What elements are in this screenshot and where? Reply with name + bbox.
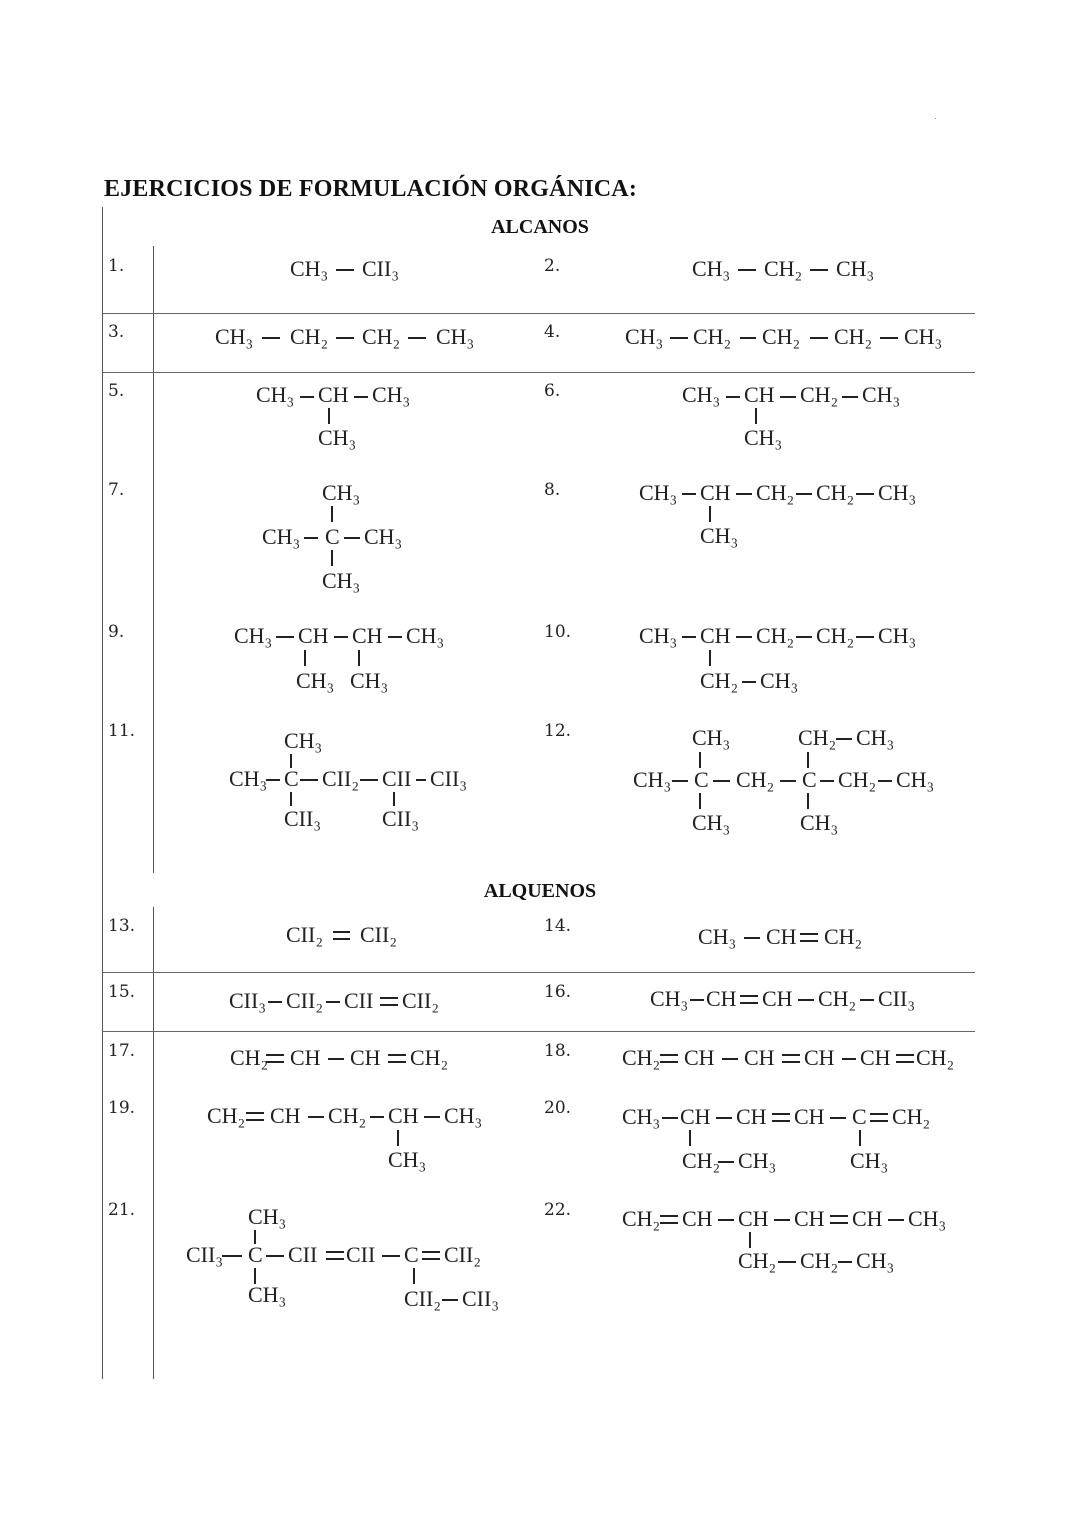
group-ch2: CH₂	[834, 324, 873, 349]
group-ch3: CH₃	[248, 1282, 287, 1307]
group-ch2: CH₂	[207, 1103, 246, 1128]
formula-8	[639, 480, 916, 548]
group-c: C	[284, 766, 299, 791]
group-ch3: CH₃	[908, 1206, 947, 1231]
group-ch: CH	[766, 924, 797, 949]
group-ch: CH	[860, 1045, 891, 1070]
formula-20	[622, 1104, 930, 1173]
group-ch2: CH₂	[818, 986, 857, 1011]
exercise-number: 21.	[108, 1200, 136, 1220]
group-ch3: CH₃	[878, 623, 917, 648]
group-ch3: CH₃	[234, 623, 273, 648]
group-ch: CH	[794, 1104, 825, 1129]
formula-11	[229, 728, 467, 831]
exercise-number: 9.	[108, 622, 125, 642]
exercise-number: 15.	[108, 982, 136, 1002]
group-cii3: CII₃	[229, 988, 266, 1013]
formula-5	[256, 382, 410, 450]
exercise-number: 4.	[544, 322, 561, 342]
section-alquenos: ALQUENOS	[483, 880, 597, 902]
group-cii2: CII₂	[286, 922, 323, 947]
group-cii2: CII₂	[286, 988, 323, 1013]
exercise-number: 8.	[544, 480, 561, 500]
page-title: EJERCICIOS DE FORMULACIÓN ORGÁNICA:	[104, 176, 638, 202]
group-cii2: CII₂	[402, 988, 439, 1013]
group-ch2: CH₂	[410, 1045, 449, 1070]
group-ch3: CH₃	[290, 256, 329, 281]
group-cii3: CII₃	[462, 1286, 499, 1311]
group-ch2: CH₂	[693, 324, 732, 349]
group-ch: CH	[350, 1045, 381, 1070]
group-ch3: CH₃	[692, 810, 731, 835]
exercise-number: 20.	[544, 1098, 572, 1118]
group-ch3: CH₃	[850, 1148, 889, 1173]
formula-1	[290, 256, 399, 281]
group-cii: CII	[344, 988, 374, 1013]
group-ch2: CH₂	[824, 924, 863, 949]
group-ch3: CH₃	[862, 382, 901, 407]
formula-14	[698, 924, 862, 949]
group-ch: CH	[684, 1045, 715, 1070]
formula-10	[639, 623, 916, 693]
group-cii3: CII₃	[186, 1242, 223, 1267]
group-ch2: CH₂	[838, 767, 877, 792]
exercise-number: 22.	[544, 1200, 572, 1220]
group-ch: CH	[852, 1206, 883, 1231]
group-cii: CII	[288, 1242, 318, 1267]
group-cii2: CII₂	[404, 1286, 441, 1311]
group-ch3: CH₃	[436, 324, 475, 349]
group-ch2: CH₂	[622, 1206, 661, 1231]
group-c: C	[404, 1242, 419, 1267]
group-ch3: CH₃	[836, 256, 875, 281]
formula-2	[692, 256, 874, 281]
group-c: C	[248, 1242, 263, 1267]
group-ch3: CH₃	[856, 1248, 895, 1273]
formula-15	[229, 988, 439, 1013]
exercise-number: 12.	[544, 721, 572, 741]
formula-17	[230, 1045, 448, 1070]
exercise-number: 5.	[108, 381, 125, 401]
group-cii2: CII₂	[360, 922, 397, 947]
exercise-number: 6.	[544, 381, 561, 401]
group-ch2: CH₂	[682, 1148, 721, 1173]
group-ch3: CH₃	[878, 480, 917, 505]
group-ch3: CH₃	[692, 256, 731, 281]
group-ch2: CH₂	[362, 324, 401, 349]
group-ch: CH	[804, 1045, 835, 1070]
group-ch2: CH₂	[700, 668, 739, 693]
group-ch3: CH₃	[296, 668, 335, 693]
group-ch2: CH₂	[762, 324, 801, 349]
group-ch2: CH₂	[290, 324, 329, 349]
exercise-number: 2.	[544, 256, 561, 276]
group-ch: CH	[352, 623, 383, 648]
group-ch3: CH₃	[262, 524, 301, 549]
formula-13	[286, 922, 397, 947]
group-ch3: CH₃	[633, 767, 672, 792]
group-ch: CH	[700, 480, 731, 505]
group-ch: CH	[744, 382, 775, 407]
group-ch: CH	[682, 1206, 713, 1231]
group-ch2: CH₂	[892, 1104, 931, 1129]
group-ch3: CH₃	[698, 924, 737, 949]
group-ch2: CH₂	[328, 1103, 367, 1128]
group-ch3: CH₃	[692, 725, 731, 750]
group-cii3: CII₃	[284, 806, 321, 831]
formula-21	[186, 1204, 499, 1311]
exercise-number: 19.	[108, 1098, 136, 1118]
group-ch: CH	[738, 1206, 769, 1231]
group-ch3: CH₃	[904, 324, 943, 349]
exercise-number: 14.	[544, 916, 572, 936]
group-ch: CH	[388, 1103, 419, 1128]
group-ch3: CH₃	[639, 480, 678, 505]
exercise-number: 7.	[108, 480, 125, 500]
exercise-number: 16.	[544, 982, 572, 1002]
group-ch3: CH₃	[700, 523, 739, 548]
group-ch3: CH₃	[372, 382, 411, 407]
group-ch3: CH₃	[625, 324, 664, 349]
exercise-number: 3.	[108, 322, 125, 342]
section-alcanos: ALCANOS	[491, 216, 589, 238]
group-ch2: CH₂	[622, 1045, 661, 1070]
exercise-number: 10.	[544, 622, 572, 642]
group-ch2: CH₂	[756, 480, 795, 505]
group-ch2: CH₂	[756, 623, 795, 648]
formula-3	[215, 324, 474, 349]
group-ch3: CH₃	[284, 728, 323, 753]
exercise-number: 18.	[544, 1041, 572, 1061]
group-ch: CH	[290, 1045, 321, 1070]
group-c: C	[802, 767, 817, 792]
group-ch: CH	[706, 986, 737, 1011]
group-cii3: CII₃	[878, 986, 915, 1011]
group-ch3: CH₃	[229, 766, 268, 791]
group-ch3: CH₃	[318, 425, 357, 450]
group-cii: CII	[382, 766, 412, 791]
group-ch3: CH₃	[800, 810, 839, 835]
group-cii: CII	[346, 1242, 376, 1267]
group-c: C	[694, 767, 709, 792]
formula-16	[650, 986, 915, 1011]
group-ch2: CH₂	[816, 623, 855, 648]
group-ch3: CH₃	[350, 668, 389, 693]
group-c: C	[325, 524, 340, 549]
group-ch3: CH₃	[322, 568, 361, 593]
group-ch: CH	[744, 1045, 775, 1070]
group-ch: CH	[298, 623, 329, 648]
formula-9	[234, 623, 444, 693]
group-ch3: CH₃	[639, 623, 678, 648]
group-ch3: CH₃	[322, 480, 361, 505]
group-ch2: CH₂	[800, 382, 839, 407]
group-ch3: CH₃	[364, 524, 403, 549]
group-ch: CH	[794, 1206, 825, 1231]
group-ch2: CH₂	[738, 1248, 777, 1273]
group-ch: CH	[700, 623, 731, 648]
group-ch2: CH₂	[916, 1045, 955, 1070]
formula-4	[625, 324, 942, 349]
group-ch3: CH₃	[682, 382, 721, 407]
group-ch3: CH₃	[444, 1103, 483, 1128]
group-ch3: CH₃	[896, 767, 935, 792]
group-ch3: CH₃	[760, 668, 799, 693]
formula-12	[633, 725, 934, 835]
exercise-number: 17.	[108, 1041, 136, 1061]
group-ch2: CH₂	[764, 256, 803, 281]
group-cii3: CII₃	[430, 766, 467, 791]
group-ch2: CH₂	[736, 767, 775, 792]
formula-6	[682, 382, 900, 450]
exercise-number: 1.	[108, 256, 125, 276]
group-ch3: CH₃	[256, 382, 295, 407]
group-ch3: CH₃	[388, 1147, 427, 1172]
exercise-number: 11.	[108, 721, 136, 741]
group-ch2: CH₂	[816, 480, 855, 505]
group-ch3: CH₃	[248, 1204, 287, 1229]
group-ch2: CH₂	[800, 1248, 839, 1273]
group-ch3: CH₃	[856, 725, 895, 750]
group-ch2: CH₂	[798, 725, 837, 750]
group-ch3: CH₃	[738, 1148, 777, 1173]
exercise-number: 13.	[108, 916, 136, 936]
group-ch: CH	[680, 1104, 711, 1129]
group-ch3: CH₃	[406, 623, 445, 648]
group-ch: CH	[318, 382, 349, 407]
group-ch2: CH₂	[230, 1045, 269, 1070]
formula-18	[622, 1045, 954, 1070]
formula-7	[262, 480, 402, 593]
group-c: C	[852, 1104, 867, 1129]
formula-22	[622, 1206, 946, 1273]
group-ch3: CH₃	[215, 324, 254, 349]
group-ch3: CH₃	[650, 986, 689, 1011]
group-cii3: CII₃	[362, 256, 399, 281]
group-cii2: CII₂	[444, 1242, 481, 1267]
group-ch: CH	[270, 1103, 301, 1128]
group-ch3: CH₃	[622, 1104, 661, 1129]
formula-19	[207, 1103, 482, 1172]
group-cii3: CII₃	[382, 806, 419, 831]
group-ch3: CH₃	[744, 425, 783, 450]
group-ch: CH	[736, 1104, 767, 1129]
group-ch: CH	[762, 986, 793, 1011]
group-cii2: CII₂	[322, 766, 359, 791]
